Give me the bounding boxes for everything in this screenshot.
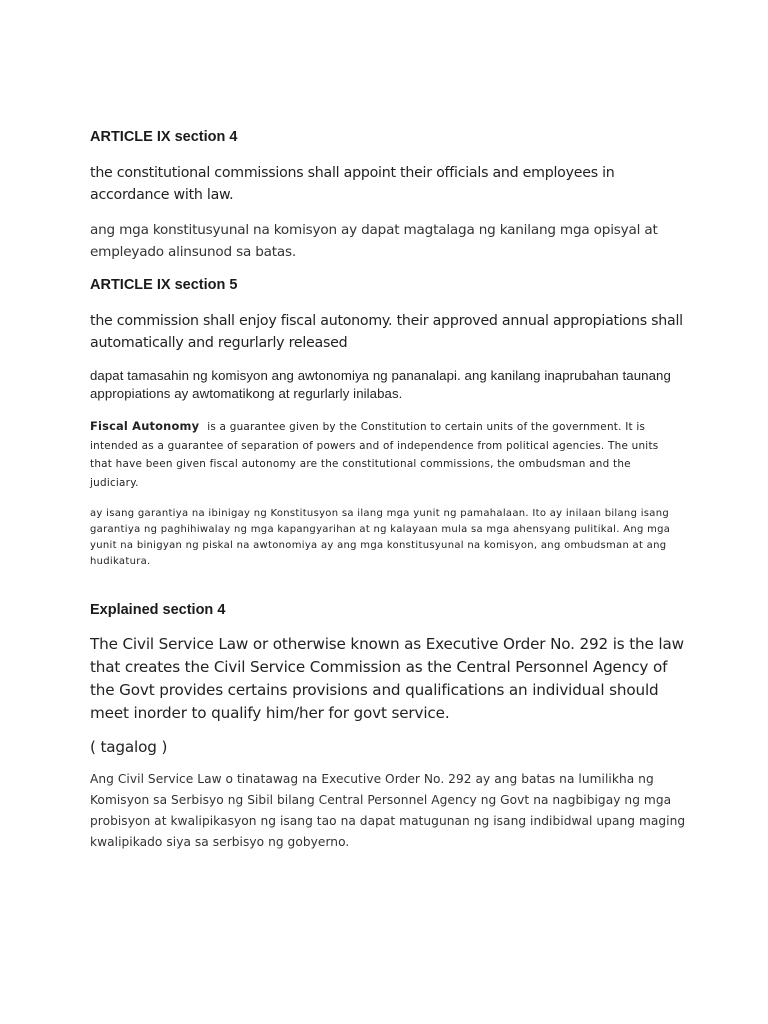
- article-ix-s4-english: the constitutional commissions shall appoint their officials and employees in accordance with law.: [90, 165, 615, 203]
- heading-article-ix-section-4: ARTICLE IX section 4: [90, 129, 238, 145]
- tagalog-label: ( tagalog ): [90, 738, 168, 756]
- fiscal-autonomy-definition-text: is a guarantee given by the Constitution to certain units of the government. It is intended as a guarantee of separation of powers and of independence from political agencies. The units that have been given fiscal autonomy are the constitutional commissions, the ombudsman and the judiciary.: [90, 421, 659, 489]
- fiscal-autonomy-tagalog: ay isang garantiya na ibinigay ng Konstitusyon sa ilang mga yunit ng pamahalaan. Ito ay inilaan bilang isang garantiya ng paghihiwalay ng mga kapangyarihan at ng kalayaan mula sa mga ahensyang pulitikal. Ang mga yunit na binigyan ng piskal na awtonomiya ay ang mga konstitusyunal na komisyon, ang ombudsman at ang hudikatura.: [90, 508, 671, 567]
- article-ix-s5-tagalog: dapat tamasahin ng komisyon ang awtonomiya ng pananalapi. ang kanilang inaprubahan taunang appropiations ay awtomatikong at regurlarly inilabas.: [90, 368, 671, 401]
- heading-article-ix-section-5: ARTICLE IX section 5: [90, 277, 238, 293]
- article-ix-s4-tagalog: ang mga konstitusyunal na komisyon ay dapat magtalaga ng kanilang mga opisyal at empleyado alinsunod sa batas.: [90, 222, 658, 260]
- fiscal-autonomy-definition: [90, 417, 680, 492]
- explained-section-4-english: The Civil Service Law or otherwise known as Executive Order No. 292 is the law that creates the Civil Service Commission as the Central Personnel Agency of the Govt provides certains provisions and qualifications an individual should meet inorder to qualify him/her for govt service.: [90, 635, 684, 722]
- article-ix-s5-english: the commission shall enjoy fiscal autonomy. their approved annual appropiations shall automatically and regurlarly released: [90, 313, 683, 351]
- explained-section-4-tagalog: Ang Civil Service Law o tinatawag na Executive Order No. 292 ay ang batas na lumilikha ng Komisyon sa Serbisyo ng Sibil bilang Central Personnel Agency ng Govt na nagbibigay ng mga probisyon at kwalipikasyon ng isang tao na dapat matugunan ng isang indibidwal upang maging kwalipikado siya sa serbisyo ng gobyerno.: [90, 772, 686, 849]
- fiscal-autonomy-term: Fiscal Autonomy: [90, 419, 200, 433]
- heading-explained-section-4: Explained section 4: [90, 602, 226, 618]
